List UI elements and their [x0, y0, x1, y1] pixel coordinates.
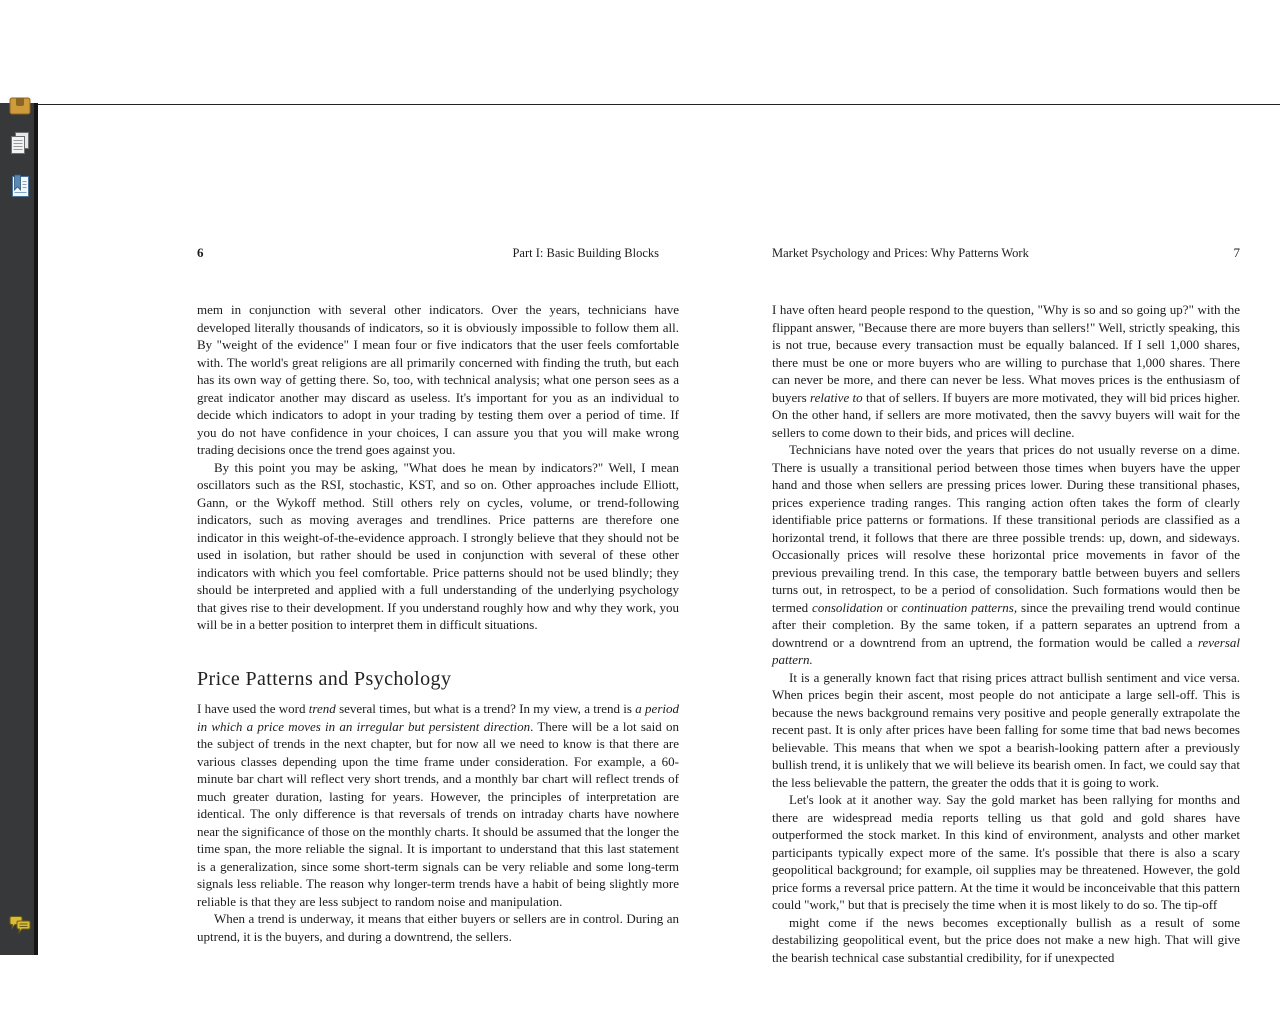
folder-icon [9, 97, 31, 118]
document-view[interactable] [42, 105, 1280, 1024]
bookmarks-button[interactable] [7, 174, 33, 202]
page-thumbnails-button[interactable] [7, 131, 33, 159]
comments-icon [8, 915, 32, 939]
bookmarks-icon [9, 174, 32, 202]
paragraph: Let's look at it another way. Say the gold market has been rallying for months and there are widespread media reports telling us that gold and gold shares have outperformed the stock market. In this kind of environment, analysts and other market participants typically expect more of the same. It's possible that there is also a scary geopolitical background; for example, oil supplies may be threatened. However, the gold price forms a reversal price pattern. At the time it would be inconceivable that this pattern could "work," but that is precisely the time when it is most likely to do so. The tip-off [772, 792, 1240, 912]
page-left [197, 245, 679, 945]
comments-button[interactable] [7, 913, 33, 941]
page-thumbnails-icon [9, 131, 32, 159]
section-heading: Price Patterns and Psychology [197, 667, 452, 690]
paragraph: By this point you may be asking, "What does he mean by indicators?" Well, I mean oscillators such as the RSI, stochastic, KST, and so on. Other approaches include Elliott, Gann, or the Wykoff method. Still others rely on cycles, volume, or trend-following indicators, such as moving averages and trendlines. Price patterns are therefore one indicator in this weight-of-the-evidence approach. I strongly believe that they should not be used in isolation, but rather should be used in conjunction with several of these other indicators with which you feel comfortable. Price patterns should not be used blindly; they should be interpreted and applied with a full understanding of the underlying psychology that gives rise to their development. If you understand roughly how and why they work, you will be in a better position to interpret them in difficult situations. [197, 459, 679, 632]
running-header: Part I: Basic Building Blocks [512, 246, 659, 260]
page-left-body [197, 301, 679, 945]
page-right [772, 245, 1240, 966]
paragraph: I have often heard people respond to the question, "Why is so and so going up?" with the flippant answer, "Because there are more buyers than sellers!" Well, strictly speaking, this is not true, because every transaction must be equally balanced. If I sell 1,000 shares, there must be one or more buyers who are willing to purchase that 1,000 shares. There can never be more, and there can never be less. What moves prices is the enthusiasm of buyers relative to that of sellers. If buyers are more motivated, they will bid prices higher. On the other hand, if sellers are more motivated, then the savvy buyers will wait for the sellers to come down to their bids, and prices will decline. [772, 302, 1240, 440]
page-number: 7 [1233, 245, 1240, 260]
page-right-header [772, 245, 1240, 263]
running-header: Market Psychology and Prices: Why Patterns Work [772, 246, 1029, 260]
paragraph: I have used the word trend several times, but what is a trend? In my view, a trend is a period in which a price moves in an irregular but persistent direction. There will be a lot said on the subject of trends in the next chapter, but for now all we need to know is that there are various classes depending upon the time frame under consideration. For example, a 60-minute bar chart will reflect very short trends, and a monthly bar chart will reflect trends of much greater duration, lasting for years. However, the principles of interpretation are identical. The only difference is that reversals of trends on intraday charts have nowhere near the significance of those on the monthly charts. It should be assumed that the longer the time span, the more reliable the signal. It is important to understand that this last statement is a generalization, since some short-term signals can be very reliable and some long-term signals less reliable. The reason why longer-term trends have a habit of being slightly more reliable is that they are less subject to random noise and manipulation. [197, 701, 679, 909]
paragraph: When a trend is underway, it means that either buyers or sellers are in control. During an uptrend, it is the buyers, and during a downtrend, the sellers. [197, 911, 679, 944]
page-right-body [772, 301, 1240, 966]
navigation-pane-toolbar [0, 103, 38, 955]
paragraph: might come if the news becomes exceptionally bullish as a result of some destabilizing geopolitical event, but the price does not make a new high. That will give the bearish technical case substantial credibility, for if unexpected [772, 914, 1240, 965]
folder-button[interactable] [7, 93, 33, 121]
paragraph: It is a generally known fact that rising prices attract bullish sentiment and vice versa. When prices begin their ascent, most people do not anticipate a large sell-off. This is because the news background remains very positive and people generally extrapolate the recent past. It is only after prices have been falling for some time that bad news becomes believable. This means that when we spot a bearish-looking pattern after a previously bullish trend, it is unlikely that we will believe its bearish omen. In fact, we could say that the less believable the pattern, the greater the odds that it is going to work. [772, 669, 1240, 790]
page-number: 6 [197, 245, 204, 260]
paragraph: mem in conjunction with several other indicators. Over the years, technicians have developed literally thousands of indicators, so it is obviously impossible to follow them all. By "weight of the evidence" I mean four or five indicators that the user feels comfortable with. The world's great religions are all primarily concerned with finding the truth, but each has its own way of getting there. So, too, with technical analysis; what one person sees as a great indicator another may discard as useless. It's important for you as an individual to decide which indicators to adopt in your trading by testing them over a period of time. If you do not have confidence in your choices, I can assure you that you will make wrong trading decisions once the trend goes against you. [197, 302, 679, 457]
page-left-header [197, 245, 679, 263]
paragraph: Technicians have noted over the years that prices do not usually reverse on a dime. There is usually a transitional period between those times when buyers have the upper hand and those when sellers are pressing prices lower. During these transitional phases, prices experience trading ranges. This ranging action often takes the form of clearly identifiable price patterns or formations. If these transitional periods are classified as a horizontal trend, it follows that there are three possible trends: up, down, and sideways. Occasionally prices will resolve these horizontal price movements in favor of the previous prevailing trend. In this case, the temporary battle between buyers and sellers turns out, in retrospect, to be a period of consolidation. Such formations would then be termed consolidation or continuation patterns, since the prevailing trend would continue after their completion. By the same token, if a pattern separates an uptrend from a downtrend or a downtrend from an uptrend, the formation would be called a reversal pattern. [772, 442, 1240, 667]
